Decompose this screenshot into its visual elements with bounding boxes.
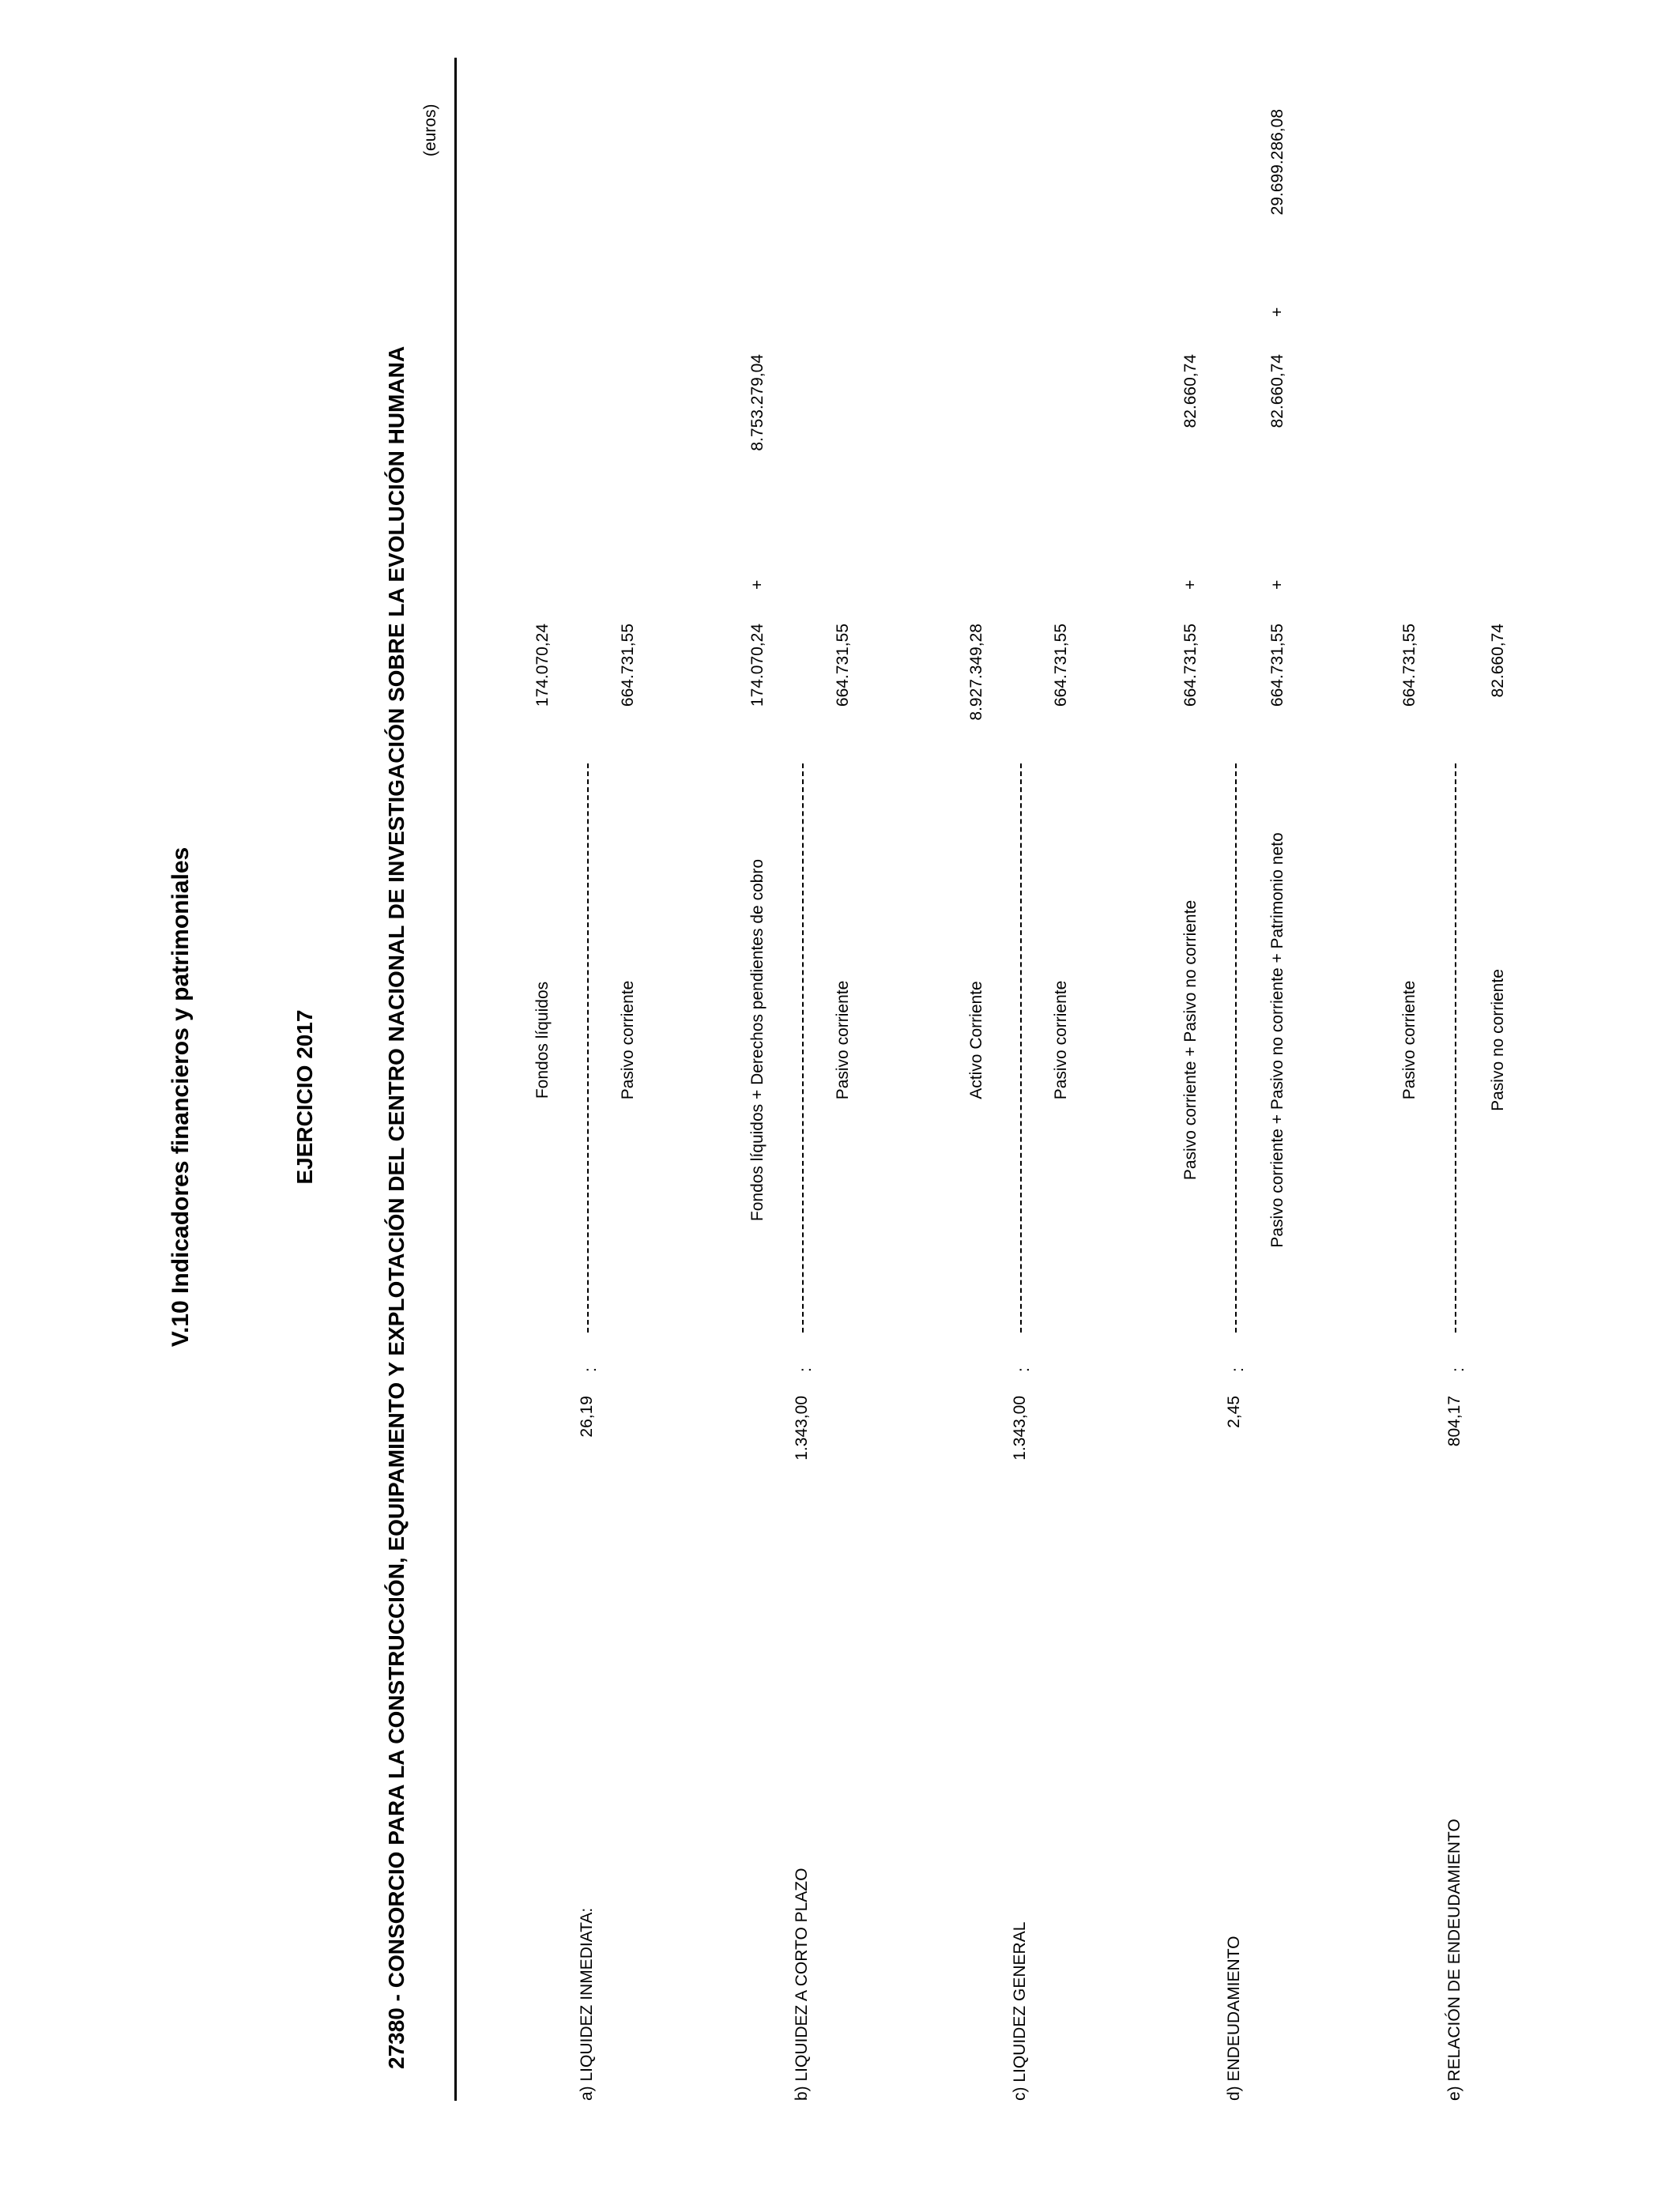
numerator-value: 174.070,24: [748, 624, 767, 707]
indicator-colon: :: [1229, 1367, 1247, 1372]
indicator-value: 1.343,00: [793, 1396, 811, 1461]
denominator-value: 664.731,55: [619, 624, 637, 707]
indicator-label: e) RELACIÓN DE ENDEUDAMIENTO: [1445, 1819, 1463, 2101]
fraction-line: [587, 763, 589, 1333]
formula-denominator: Pasivo corriente: [1052, 980, 1070, 1100]
formula-numerator: Activo Corriente: [967, 981, 985, 1099]
header-rule: [454, 58, 457, 2101]
formula-denominator: Pasivo corriente + Pasivo no corriente + Patrimonio neto: [1268, 832, 1286, 1248]
fraction-line: [1020, 763, 1022, 1333]
denominator-value: 664.731,55: [834, 624, 852, 707]
formula-denominator: Pasivo corriente: [834, 980, 852, 1100]
indicator-colon: :: [1449, 1367, 1467, 1372]
indicator-label: c) LIQUIDEZ GENERAL: [1011, 1921, 1029, 2101]
numerator-value: 82.660,74: [1181, 354, 1200, 428]
plus-sign: +: [1181, 579, 1200, 590]
numerator-value: 174.070,24: [533, 624, 552, 707]
fraction-line: [1235, 763, 1237, 1333]
units-label: (euros): [421, 104, 439, 156]
page-title: V.10 Indicadores financieros y patrimoniales: [168, 846, 194, 1348]
denominator-value: 29.699.286,08: [1268, 109, 1286, 216]
fraction-line: [802, 763, 804, 1333]
formula-numerator: Fondos líquidos + Derechos pendientes de cobro: [748, 858, 767, 1222]
numerator-value: 664.731,55: [1400, 624, 1418, 707]
indicator-value: 2,45: [1225, 1396, 1243, 1428]
indicator-value: 804,17: [1445, 1396, 1463, 1447]
formula-numerator: Fondos líquidos: [533, 981, 552, 1099]
numerator-value: 8.753.279,04: [748, 354, 767, 451]
indicator-value: 1.343,00: [1011, 1396, 1029, 1461]
denominator-value: 664.731,55: [1052, 624, 1070, 707]
indicator-label: d) ENDEUDAMIENTO: [1225, 1936, 1243, 2101]
denominator-value: 82.660,74: [1489, 624, 1507, 698]
denominator-value: 664.731,55: [1268, 624, 1286, 707]
denominator-value: 82.660,74: [1268, 354, 1286, 428]
formula-denominator: Pasivo no corriente: [1489, 969, 1507, 1111]
plus-sign: +: [1268, 579, 1286, 590]
numerator-value: 664.731,55: [1181, 624, 1200, 707]
indicator-label: b) LIQUIDEZ A CORTO PLAZO: [793, 1868, 811, 2101]
plus-sign: +: [1268, 307, 1286, 317]
indicator-label: a) LIQUIDEZ INMEDIATA:: [578, 1907, 596, 2101]
indicator-colon: :: [582, 1367, 600, 1372]
fraction-line: [1455, 763, 1456, 1333]
indicator-value: 26,19: [578, 1396, 596, 1438]
plus-sign: +: [748, 579, 767, 590]
formula-denominator: Pasivo corriente: [619, 980, 637, 1100]
formula-numerator: Pasivo corriente + Pasivo no corriente: [1181, 899, 1200, 1181]
entity-name: 27380 - CONSORCIO PARA LA CONSTRUCCIÓN, EQUIPAMIENTO Y EXPLOTACIÓN DEL CENTRO NACIONAL DE INVESTIGACIÓN SOBRE LA EVOLUCIÓN HUMANA: [384, 345, 409, 2069]
formula-numerator: Pasivo corriente: [1400, 980, 1418, 1100]
fiscal-year-heading: EJERCICIO 2017: [292, 1009, 317, 1185]
numerator-value: 8.927.349,28: [967, 624, 985, 721]
indicator-colon: :: [797, 1367, 815, 1372]
indicator-colon: :: [1015, 1367, 1033, 1372]
